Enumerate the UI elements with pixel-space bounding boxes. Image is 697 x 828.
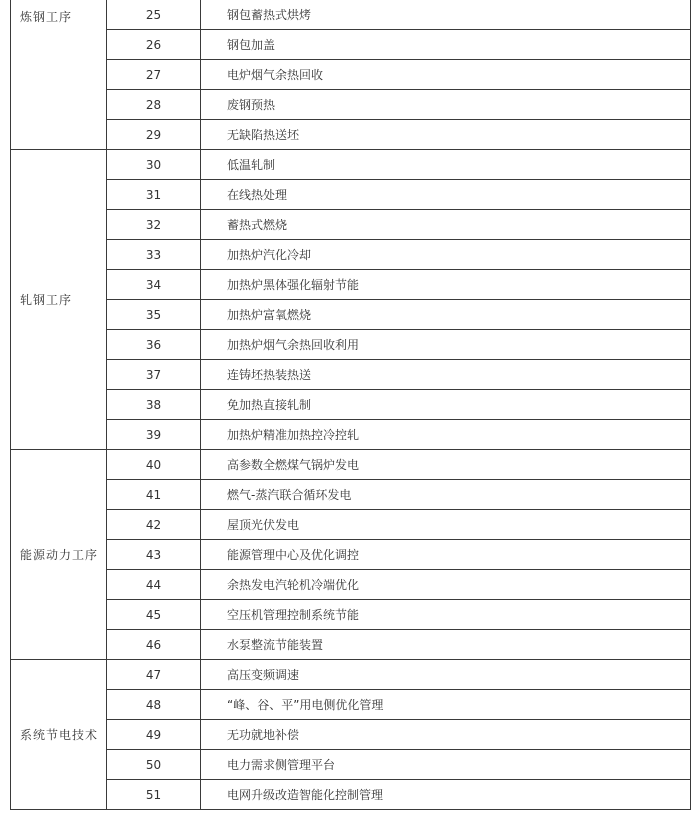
technology-name-cell: “峰、谷、平”用电侧优化管理 (201, 690, 691, 720)
technology-name-cell: 空压机管理控制系统节能 (201, 600, 691, 630)
technology-name-cell: 无缺陷热送坯 (201, 120, 691, 150)
technology-name-cell: 高参数全燃煤气锅炉发电 (201, 450, 691, 480)
table-row (11, 690, 691, 720)
table-row (11, 0, 691, 30)
energy-saving-technology-table (10, 0, 691, 810)
number-cell: 31 (107, 180, 201, 210)
table-row (11, 30, 691, 60)
table-row (11, 330, 691, 360)
table-row (11, 240, 691, 270)
technology-name-cell: 钢包加盖 (201, 30, 691, 60)
number-cell: 41 (107, 480, 201, 510)
number-cell: 46 (107, 630, 201, 660)
number-cell: 33 (107, 240, 201, 270)
table-row (11, 570, 691, 600)
technology-name-cell: 水泵整流节能装置 (201, 630, 691, 660)
table-row (11, 510, 691, 540)
number-cell: 49 (107, 720, 201, 750)
number-cell: 40 (107, 450, 201, 480)
category-cell: 能源动力工序 (11, 450, 107, 660)
number-cell: 43 (107, 540, 201, 570)
technology-name-cell: 无功就地补偿 (201, 720, 691, 750)
number-cell: 29 (107, 120, 201, 150)
table-row (11, 750, 691, 780)
number-cell: 42 (107, 510, 201, 540)
table-row (11, 270, 691, 300)
table-row (11, 780, 691, 810)
technology-name-cell: 免加热直接轧制 (201, 390, 691, 420)
category-cell: 系统节电技术 (11, 660, 107, 810)
technology-name-cell: 钢包蓄热式烘烤 (201, 0, 691, 30)
table-row (11, 630, 691, 660)
table-row (11, 60, 691, 90)
number-cell: 45 (107, 600, 201, 630)
technology-name-cell: 余热发电汽轮机冷端优化 (201, 570, 691, 600)
number-cell: 36 (107, 330, 201, 360)
number-cell: 48 (107, 690, 201, 720)
table-row (11, 540, 691, 570)
table-row (11, 150, 691, 180)
number-cell: 39 (107, 420, 201, 450)
category-cell: 炼钢工序 (11, 0, 107, 150)
technology-name-cell: 蓄热式燃烧 (201, 210, 691, 240)
number-cell: 51 (107, 780, 201, 810)
number-cell: 32 (107, 210, 201, 240)
table-row (11, 90, 691, 120)
technology-name-cell: 在线热处理 (201, 180, 691, 210)
table-row (11, 420, 691, 450)
table-row (11, 720, 691, 750)
number-cell: 34 (107, 270, 201, 300)
table-row (11, 450, 691, 480)
table-row (11, 360, 691, 390)
technology-name-cell: 加热炉富氧燃烧 (201, 300, 691, 330)
technology-name-cell: 连铸坯热装热送 (201, 360, 691, 390)
table-row (11, 210, 691, 240)
table-row (11, 300, 691, 330)
technology-name-cell: 加热炉烟气余热回收利用 (201, 330, 691, 360)
technology-name-cell: 加热炉精准加热控冷控轧 (201, 420, 691, 450)
technology-name-cell: 燃气-蒸汽联合循环发电 (201, 480, 691, 510)
category-cell: 轧钢工序 (11, 150, 107, 450)
technology-name-cell: 能源管理中心及优化调控 (201, 540, 691, 570)
technology-name-cell: 高压变频调速 (201, 660, 691, 690)
table-row (11, 480, 691, 510)
technology-name-cell: 电网升级改造智能化控制管理 (201, 780, 691, 810)
technology-name-cell: 废钢预热 (201, 90, 691, 120)
number-cell: 26 (107, 30, 201, 60)
number-cell: 47 (107, 660, 201, 690)
number-cell: 27 (107, 60, 201, 90)
table-row (11, 600, 691, 630)
table-row (11, 180, 691, 210)
technology-name-cell: 电力需求侧管理平台 (201, 750, 691, 780)
number-cell: 30 (107, 150, 201, 180)
number-cell: 28 (107, 90, 201, 120)
technology-name-cell: 电炉烟气余热回收 (201, 60, 691, 90)
number-cell: 38 (107, 390, 201, 420)
table-row (11, 660, 691, 690)
number-cell: 37 (107, 360, 201, 390)
table-row (11, 120, 691, 150)
number-cell: 44 (107, 570, 201, 600)
number-cell: 50 (107, 750, 201, 780)
technology-name-cell: 低温轧制 (201, 150, 691, 180)
technology-name-cell: 加热炉汽化冷却 (201, 240, 691, 270)
number-cell: 35 (107, 300, 201, 330)
technology-name-cell: 加热炉黑体强化辐射节能 (201, 270, 691, 300)
technology-name-cell: 屋顶光伏发电 (201, 510, 691, 540)
table-body (11, 0, 691, 810)
table-row (11, 390, 691, 420)
number-cell: 25 (107, 0, 201, 30)
